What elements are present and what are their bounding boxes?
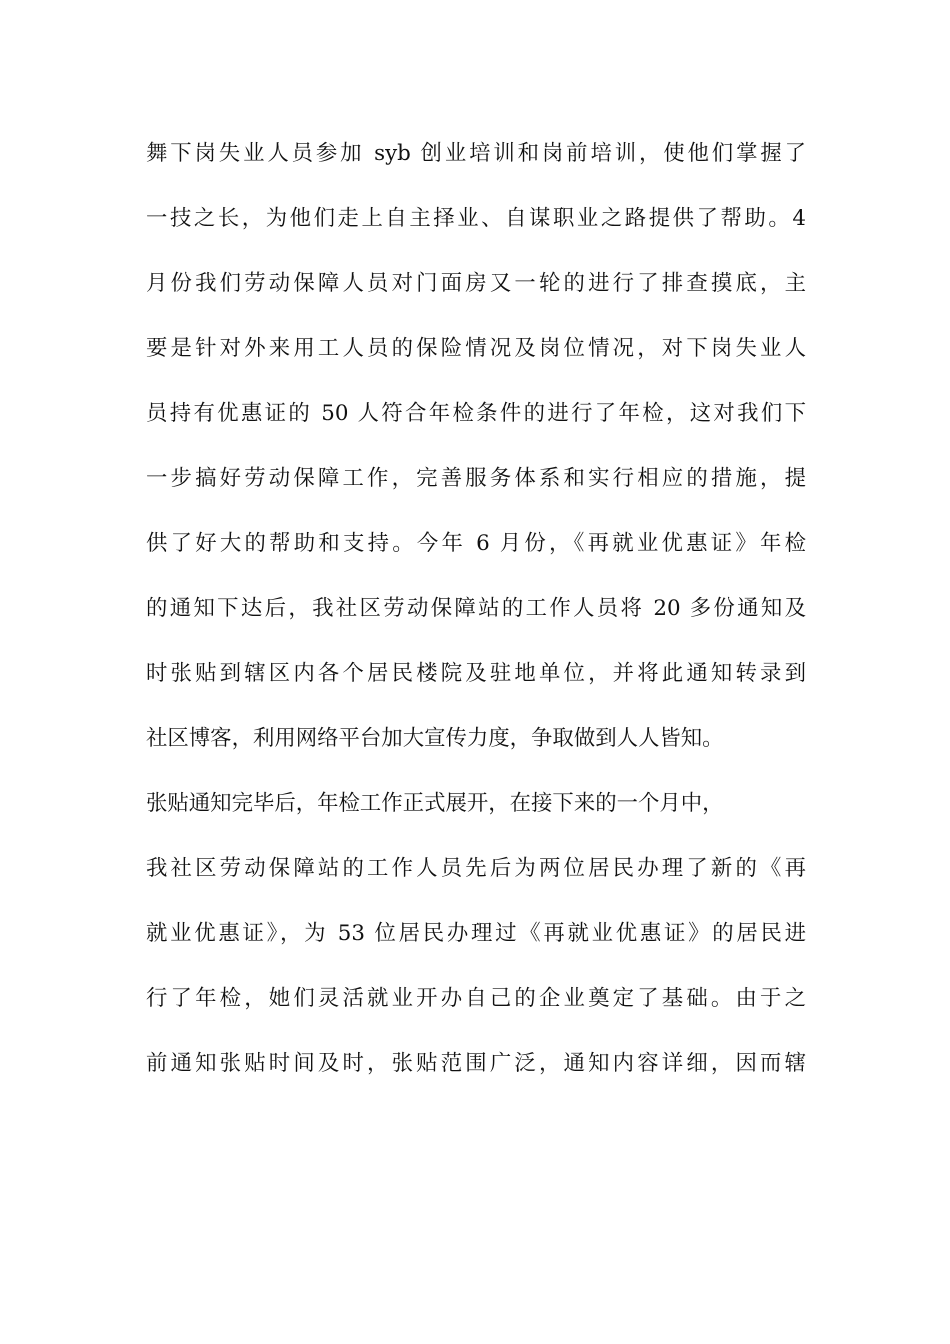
text-line-11: 张贴通知完毕后，年检工作正式展开，在接下来的一个月中， bbox=[146, 791, 724, 816]
text-line-8: 的通知下达后，我社区劳动保障站的工作人员将 20 多份通知及 bbox=[146, 596, 806, 621]
text-line-12: 我社区劳动保障站的工作人员先后为两位居民办理了新的《再 bbox=[146, 856, 806, 881]
text-line-2: 一技之长，为他们走上自主择业、自谋职业之路提供了帮助。4 bbox=[146, 206, 806, 231]
text-line-6: 一步搞好劳动保障工作，完善服务体系和实行相应的措施，提 bbox=[146, 466, 806, 491]
text-line-4: 要是针对外来用工人员的保险情况及岗位情况，对下岗失业人 bbox=[146, 336, 806, 361]
text-line-13: 就业优惠证》，为 53 位居民办理过《再就业优惠证》的居民进 bbox=[146, 921, 806, 946]
text-line-7: 供了好大的帮助和支持。今年 6 月份，《再就业优惠证》年检 bbox=[146, 531, 806, 556]
text-line-10: 社区博客，利用网络平台加大宣传力度，争取做到人人皆知。 bbox=[146, 726, 724, 751]
text-line-14: 行了年检，她们灵活就业开办自己的企业奠定了基础。由于之 bbox=[146, 986, 806, 1011]
text-line-5: 员持有优惠证的 50 人符合年检条件的进行了年检，这对我们下 bbox=[146, 401, 806, 426]
text-line-9: 时张贴到辖区内各个居民楼院及驻地单位，并将此通知转录到 bbox=[146, 661, 806, 686]
text-line-1: 舞下岗失业人员参加 syb 创业培训和岗前培训，使他们掌握了 bbox=[146, 141, 806, 166]
body-text bbox=[146, 132, 806, 1107]
text-line-3: 月份我们劳动保障人员对门面房又一轮的进行了排查摸底，主 bbox=[146, 271, 806, 296]
text-line-15: 前通知张贴时间及时，张贴范围广泛，通知内容详细，因而辖 bbox=[146, 1051, 806, 1076]
